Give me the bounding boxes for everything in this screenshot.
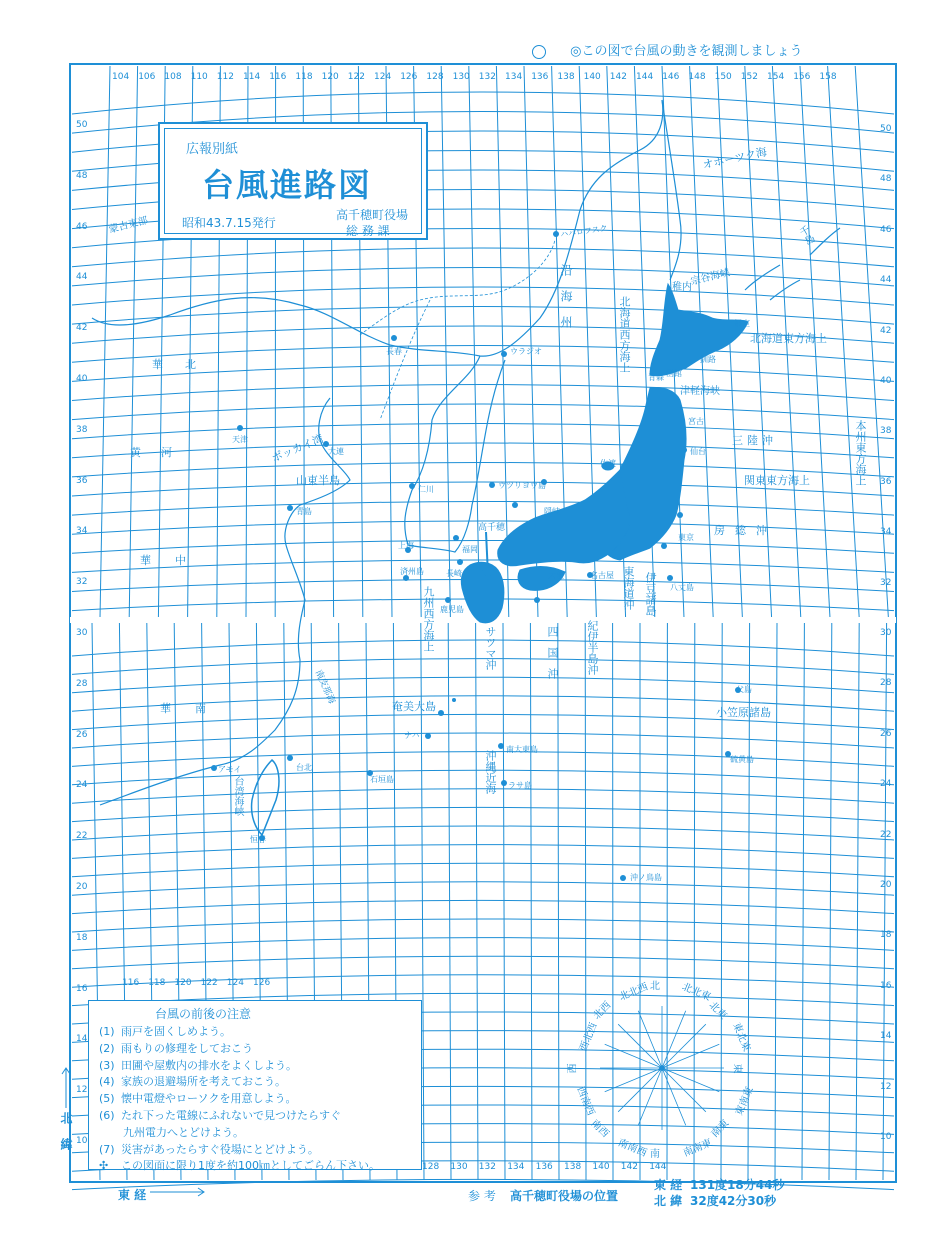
latitude-tick-label: 22 <box>76 831 88 842</box>
latitude-tick-label: 44 <box>76 272 88 283</box>
latitude-tick-label: 30 <box>880 628 892 638</box>
latitude-tick-label: 10 <box>76 1136 88 1146</box>
precautions-box <box>88 1000 422 1173</box>
reference-north-label: 北 緯 <box>654 1194 683 1208</box>
meridian-line <box>476 622 478 1180</box>
parallel-line <box>72 307 894 325</box>
label-amoy: アモイ <box>218 765 242 774</box>
label-enkai-shu: 沿海州 <box>559 264 573 342</box>
label-oki: 隠岐 <box>544 507 560 516</box>
label-satsuma: サツマ沖 <box>484 626 497 670</box>
longitude-tick-label: 150 <box>714 72 732 82</box>
meridian-line <box>883 622 887 1180</box>
reference-east-label: 東 経 <box>654 1178 683 1192</box>
latitude-tick-label: 26 <box>880 728 892 739</box>
latitude-tick-label: 24 <box>880 779 892 790</box>
compass-direction-label: 南南東 <box>681 1137 714 1159</box>
label-tokyo: 東京 <box>678 533 694 542</box>
latitude-tick-label: 48 <box>76 170 88 181</box>
longitude-tick-label: 158 <box>819 72 837 82</box>
longitude-tick-label: 118 <box>148 978 166 988</box>
longitude-tick-label: 116 <box>122 978 140 988</box>
meridian-line <box>441 66 450 618</box>
longitude-tick-label: 156 <box>793 72 811 82</box>
meridian-line <box>775 622 777 1180</box>
label-bohai: ボッカイ湾 <box>269 432 326 465</box>
label-incheon: 仁川 <box>418 485 434 494</box>
precaution-number: ✣ <box>99 1159 109 1173</box>
label-chishima: 千島 <box>795 224 816 248</box>
longitude-tick-label: 124 <box>374 72 392 82</box>
label-central-china: 華中 <box>140 554 210 567</box>
latitude-tick-label: 20 <box>76 882 88 892</box>
label-shikoku: 四国沖 <box>546 626 559 689</box>
longitude-tick-label: 132 <box>478 72 496 82</box>
longitude-tick-label: 144 <box>636 72 654 82</box>
precaution-item <box>99 1040 253 1056</box>
longitude-tick-label: 140 <box>583 72 601 82</box>
latitude-tick-label: 22 <box>880 829 892 840</box>
subtitle: 広報別紙 <box>186 142 239 157</box>
observe-target-icon <box>532 45 546 59</box>
longitude-tick-label: 144 <box>649 1162 667 1172</box>
label-honshu-east: 本州東方海上 <box>854 420 867 486</box>
longitude-tick-label: 128 <box>426 72 444 82</box>
latitude-tick-label: 36 <box>76 475 88 486</box>
label-mongolia-east: 蒙古東部 <box>107 215 150 236</box>
label-okhotsk: オホーツク海 <box>701 145 769 172</box>
compass-direction-label: 西南西 <box>574 1085 597 1118</box>
latitude-tick-label: 10 <box>880 1132 892 1142</box>
meridian-line <box>503 622 505 1180</box>
publisher-section: 総 務 課 <box>346 224 390 238</box>
longitude-tick-label: 132 <box>478 1162 496 1172</box>
latitude-tick-label: 12 <box>76 1085 88 1096</box>
north-latitude-label: 北 緯 <box>59 1112 73 1150</box>
longitude-tick-label: 152 <box>740 72 758 82</box>
compass-direction-label: 東北東 <box>729 1021 752 1054</box>
meridian-line <box>856 622 859 1180</box>
label-kanto-east: 関東東方海上 <box>744 474 810 487</box>
reference-text: 高千穂町役場の位置 <box>510 1189 619 1203</box>
compass-rose <box>600 1006 724 1130</box>
label-nemuro: 根室 <box>734 319 750 328</box>
longitude-tick-label: 120 <box>174 978 192 988</box>
precaution-text: 九州電力へとどけよう。 <box>123 1125 244 1139</box>
label-shandong: 山東半島 <box>296 474 340 487</box>
precaution-number: (5) <box>99 1092 115 1106</box>
latitude-tick-label: 46 <box>76 221 88 232</box>
label-tianjin: 天津 <box>232 435 248 444</box>
label-nagasaki: 長崎 <box>446 569 462 578</box>
longitude-tick-label: 114 <box>243 72 261 82</box>
parallel-line <box>72 826 894 840</box>
label-kagoshima: 鹿児島 <box>440 605 464 614</box>
compass-direction-label: 南 <box>650 1149 660 1160</box>
compass-ray <box>662 1024 706 1068</box>
label-fukuoka: 福岡 <box>462 545 478 554</box>
label-sado: 佐渡 <box>600 459 616 468</box>
taiwan-island <box>252 760 279 835</box>
north-arrow-icon <box>60 1064 72 1108</box>
label-north-china: 華北 <box>152 358 218 371</box>
label-changchun: 長春 <box>386 347 402 356</box>
meridian-line <box>496 66 508 618</box>
label-khabarovsk: ハバロフスク <box>559 223 609 240</box>
longitude-tick-label: 148 <box>688 72 706 82</box>
observe-note-text: ◎この図で台風の動きを観測しましょう <box>570 44 803 59</box>
precaution-text: この図面に限り1度を約100㎞としてごらん下さい。 <box>121 1159 380 1173</box>
label-hakodate: 函館 <box>666 369 682 378</box>
reference-north-value: 32度42分30秒 <box>690 1194 777 1208</box>
precaution-item <box>99 1107 341 1123</box>
longitude-tick-label: 142 <box>609 72 627 82</box>
compass-direction-label: 西北西 <box>578 1021 601 1054</box>
label-aomori: 青森 <box>648 373 664 382</box>
east-arrow-icon <box>150 1186 210 1198</box>
latitude-tick-label: 12 <box>880 1081 892 1092</box>
reference-label: 参 考 <box>468 1189 496 1203</box>
label-kyushu-west: 九州西方海上 <box>422 586 435 652</box>
parallel-line <box>72 900 894 913</box>
latitude-tick-label: 26 <box>76 729 88 740</box>
parallel-line <box>72 733 894 748</box>
precaution-text: 家族の退避場所を考えておこう。 <box>121 1075 286 1089</box>
precaution-text: 雨戸を固くしめよう。 <box>121 1025 231 1038</box>
latitude-tick-label: 32 <box>880 577 892 588</box>
reference-east-value: 131度18分44秒 <box>690 1178 785 1192</box>
latitude-tick-label: 50 <box>880 124 892 134</box>
label-vladivostok: ウラジオ <box>510 347 542 356</box>
compass-direction-label: 北北東 <box>680 981 713 1004</box>
latitude-tick-label: 30 <box>76 628 88 638</box>
meridian-line <box>129 66 137 618</box>
parallel-line <box>72 404 894 420</box>
longitude-tick-label: 136 <box>535 1162 553 1172</box>
label-tokaido: 東海道沖 <box>622 566 635 610</box>
label-hokkaido-east: 北海道東方海上 <box>750 332 827 345</box>
label-south-china-sea: 南支那海 <box>312 668 337 706</box>
precaution-text: たれ下った電線にふれないで見つけたらすぐ <box>121 1109 341 1122</box>
parallel-line <box>72 975 894 987</box>
precaution-number: (1) <box>99 1025 115 1038</box>
latitude-tick-label: 16 <box>76 983 88 994</box>
precaution-number: (2) <box>99 1041 115 1055</box>
parallel-line <box>72 385 894 401</box>
longitude-tick-label: 146 <box>662 72 680 82</box>
longitude-tick-label: 124 <box>226 978 244 988</box>
meridian-line <box>448 622 451 1180</box>
longitude-tick-label: 120 <box>321 72 339 82</box>
label-chichijima: 父島 <box>736 685 752 694</box>
latitude-tick-label: 18 <box>76 932 88 943</box>
precaution-item <box>99 1157 380 1173</box>
label-minami-daito: 南大東島 <box>506 745 538 754</box>
longitude-tick-label: 134 <box>505 72 523 82</box>
latitude-tick-label: 32 <box>76 577 88 588</box>
label-taipei: 台北 <box>296 763 312 772</box>
label-taiwan-strait: 台湾海峡 <box>232 776 243 816</box>
latitude-tick-label: 34 <box>880 527 892 538</box>
precaution-number: (4) <box>99 1075 115 1089</box>
precaution-item <box>99 1057 297 1073</box>
longitude-tick-label: 130 <box>452 72 470 82</box>
longitude-tick-label: 122 <box>347 72 365 82</box>
precaution-item <box>99 1073 286 1089</box>
label-okinotori: 沖ノ鳥島 <box>630 873 662 882</box>
compass-direction-label: 東 <box>731 1063 743 1074</box>
parallel-line <box>72 677 894 693</box>
latitude-tick-label: 18 <box>880 930 892 941</box>
latitude-tick-label: 42 <box>880 325 892 336</box>
label-ogasawara: 小笠原諸島 <box>716 706 771 719</box>
longitude-tick-label: 138 <box>557 72 575 82</box>
label-shanghai: 上海 <box>398 541 414 550</box>
parallel-line <box>72 845 894 859</box>
parallel-line <box>72 502 894 516</box>
label-naha: ナハ <box>404 731 420 740</box>
label-soya: 宗谷海峡 <box>689 267 732 288</box>
compass-direction-label: 西 <box>567 1063 579 1074</box>
meridian-line <box>829 622 832 1180</box>
precaution-text: 田圃や屋敷内の排水をよくしよう。 <box>121 1058 297 1072</box>
longitude-tick-label: 142 <box>620 1162 638 1172</box>
longitude-tick-label: 106 <box>138 72 156 82</box>
label-qingdao: 青島 <box>296 507 312 516</box>
longitude-tick-label: 130 <box>450 1162 468 1172</box>
precaution-text: 災害があったらすぐ役場にとどけよう。 <box>121 1142 319 1156</box>
publisher-office: 高千穂町役場 <box>336 208 409 222</box>
precaution-item <box>123 1124 244 1140</box>
latitude-tick-label: 40 <box>880 376 892 386</box>
precaution-item <box>99 1023 231 1039</box>
label-wakkanai: 稚内 <box>672 282 692 293</box>
parallel-line <box>72 956 894 969</box>
latitude-tick-label: 38 <box>880 426 892 437</box>
title-box <box>158 122 428 240</box>
latitude-tick-label: 36 <box>880 476 892 487</box>
latitude-tick-label: 28 <box>880 678 892 689</box>
compass-direction-label: 南東 <box>709 1118 732 1141</box>
label-kushiro: 釧路 <box>700 355 716 364</box>
label-yellow-river: 黄河 <box>130 446 192 459</box>
precaution-number: (7) <box>99 1142 115 1156</box>
compass-direction-label: 南南西 <box>616 1137 649 1159</box>
label-rasa: ラサ島 <box>508 781 532 790</box>
latitude-tick-label: 40 <box>76 374 88 384</box>
meridian-line <box>694 622 695 1180</box>
precaution-item <box>99 1141 319 1157</box>
latitude-tick-label: 42 <box>76 323 88 334</box>
parallel-line <box>72 92 894 114</box>
label-taiwan-south: 恒春 <box>250 835 266 844</box>
latitude-tick-label: 38 <box>76 424 88 435</box>
longitude-tick-label: 122 <box>200 978 218 988</box>
label-boso: 房総沖 <box>714 524 777 537</box>
parallel-line <box>72 938 894 951</box>
latitude-tick-label: 44 <box>880 275 892 286</box>
label-hachijo: 八丈島 <box>670 583 694 592</box>
precautions-heading: 台風の前後の注意 <box>155 1007 252 1021</box>
label-miyako: 宮古 <box>688 417 704 426</box>
longitude-tick-label: 128 <box>422 1162 440 1172</box>
label-amami: 奄美大島 <box>392 700 436 713</box>
longitude-tick-label: 118 <box>295 72 313 82</box>
parallel-line <box>72 882 894 895</box>
precaution-number: (6) <box>99 1109 115 1122</box>
observe-note <box>532 40 802 59</box>
longitude-tick-label: 112 <box>216 72 234 82</box>
label-ishigaki: 石垣島 <box>370 775 394 784</box>
label-sendai: 仙台 <box>690 447 706 456</box>
meridian-line <box>469 66 480 618</box>
latitude-tick-label: 34 <box>76 526 88 537</box>
parallel-line <box>72 287 894 305</box>
longitude-tick-label: 104 <box>112 72 130 82</box>
precaution-item <box>99 1090 296 1106</box>
longitude-tick-label: 134 <box>507 1162 525 1172</box>
precaution-text: 雨もりの修理をしておこう <box>121 1041 253 1055</box>
label-south-china: 華南 <box>160 702 230 715</box>
parallel-line <box>72 248 894 267</box>
parallel-line <box>72 807 894 821</box>
precaution-text: 懐中電燈やローソクを用意しよう。 <box>121 1092 297 1106</box>
precaution-number: (3) <box>99 1058 115 1072</box>
label-dalian: 大連 <box>328 447 344 456</box>
label-okinawa: 沖縄近海 <box>484 750 497 794</box>
label-kii: 紀伊半島沖 <box>586 620 599 675</box>
latitude-tick-label: 24 <box>76 780 88 791</box>
east-longitude-label: 東 経 <box>118 1188 147 1202</box>
label-takachiho: 高千穂 <box>478 523 506 533</box>
label-sanriku: 三陸沖 <box>732 434 777 447</box>
label-minami-iwo: 硫黄島 <box>730 755 754 764</box>
label-izu: 伊豆諸島 <box>644 572 657 616</box>
compass-direction-label: 北西 <box>591 999 613 1022</box>
latitude-tick-label: 46 <box>880 224 892 235</box>
compass-center <box>660 1066 665 1071</box>
compass-direction-label: 南西 <box>588 1118 611 1141</box>
latitude-tick-label: 28 <box>76 678 88 689</box>
parallel-line <box>72 863 894 877</box>
latitude-tick-label: 50 <box>76 120 88 130</box>
page-title: 台風進路図 <box>202 166 373 204</box>
compass-direction-label: 北北西 <box>617 981 650 1004</box>
longitude-tick-label: 154 <box>767 72 785 82</box>
label-osaka: 大阪 <box>548 571 564 580</box>
longitude-tick-label: 116 <box>269 72 287 82</box>
longitude-tick-label: 138 <box>564 1162 582 1172</box>
parallel-line <box>72 919 894 932</box>
label-jeju: 済州島 <box>400 567 424 576</box>
latitude-tick-label: 14 <box>880 1031 892 1042</box>
compass-direction-label: 北 <box>650 981 660 992</box>
compass-direction-label: 北東 <box>707 999 729 1022</box>
label-nagoya: 名古屋 <box>590 571 614 580</box>
label-hokkaido-west: 北海道西方海上 <box>618 296 631 373</box>
longitude-tick-label: 110 <box>190 72 208 82</box>
longitude-tick-label: 108 <box>164 72 182 82</box>
longitude-tick-label: 136 <box>531 72 549 82</box>
latitude-tick-label: 14 <box>76 1034 88 1045</box>
longitude-tick-label: 126 <box>253 978 271 988</box>
issue-date: 昭和43.7.15発行 <box>182 216 276 230</box>
compass-direction-label: 東南東 <box>733 1085 756 1118</box>
longitude-tick-label: 140 <box>592 1162 610 1172</box>
latitude-tick-label: 20 <box>880 880 892 890</box>
label-ulleung: ウツリヨウ島 <box>498 481 546 490</box>
latitude-tick-label: 16 <box>880 980 892 991</box>
latitude-tick-label: 48 <box>880 174 892 185</box>
longitude-tick-label: 126 <box>400 72 418 82</box>
label-tsugaru: 津軽海峡 <box>680 386 720 397</box>
